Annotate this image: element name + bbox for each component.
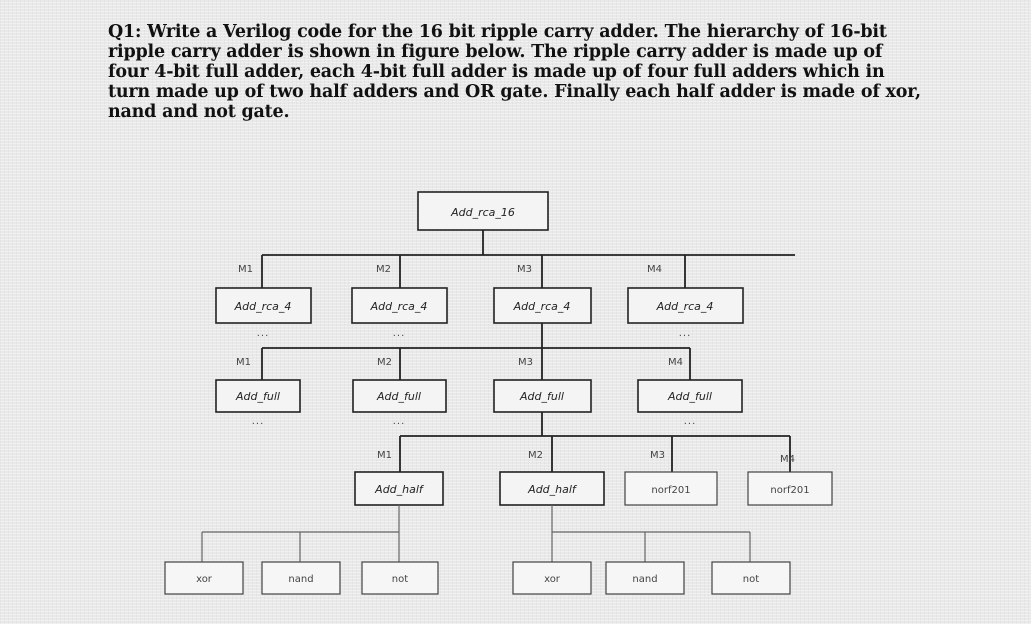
ellipsis: ... <box>251 416 265 427</box>
level1-inst-2: M2 <box>376 264 391 275</box>
level1-label-1: Add_rca_4 <box>234 300 292 313</box>
level1-label-4: Add_rca_4 <box>656 300 714 313</box>
level2-inst-1: M1 <box>236 357 251 368</box>
gate-label-1: xor <box>196 574 212 585</box>
level1-label-2: Add_rca_4 <box>370 300 428 313</box>
level1-inst-1: M1 <box>238 264 253 275</box>
ellipsis: ... <box>678 328 692 339</box>
ellipsis: ... <box>392 416 406 427</box>
gate-label-5: nand <box>632 574 658 585</box>
ellipsis: ... <box>256 328 270 339</box>
level3-label-4: norf201 <box>770 485 810 496</box>
level3-inst-3: M3 <box>650 450 665 461</box>
level2-inst-3: M3 <box>518 357 533 368</box>
level3-inst-4: M4 <box>780 454 795 465</box>
level1-inst-4: M4 <box>647 264 662 275</box>
top-module-label: Add_rca_16 <box>451 206 515 219</box>
level2-label-1: Add_full <box>236 390 280 403</box>
level1-label-3: Add_rca_4 <box>513 300 571 313</box>
level2-inst-4: M4 <box>668 357 683 368</box>
ellipsis: ... <box>683 416 697 427</box>
ellipsis: ... <box>392 328 406 339</box>
gate-label-6: not <box>742 574 760 585</box>
level2-label-2: Add_full <box>377 390 421 403</box>
level3-label-1: Add_half <box>375 483 423 496</box>
level2-label-3: Add_full <box>520 390 564 403</box>
level2-label-4: Add_full <box>668 390 712 403</box>
level3-label-2: Add_half <box>528 483 576 496</box>
question-text: Q1: Write a Verilog code for the 16 bit ripple carry adder. The hierarchy of 16-bit ripple carry adder is shown in figure below. The ripple carry adder is made up of four 4-bit full adder, each 4-bit full adder is made up of four full adders which in turn made up of two half adders and OR gate. Finally each half adder is made of xor, nand and not gate. <box>108 22 921 122</box>
level3-inst-1: M1 <box>377 450 392 461</box>
gate-label-3: not <box>391 574 409 585</box>
gate-label-2: nand <box>288 574 314 585</box>
level3-inst-2: M2 <box>528 450 543 461</box>
level3-label-3: norf201 <box>651 485 691 496</box>
gate-label-4: xor <box>544 574 560 585</box>
level2-inst-2: M2 <box>377 357 392 368</box>
level1-inst-3: M3 <box>517 264 532 275</box>
